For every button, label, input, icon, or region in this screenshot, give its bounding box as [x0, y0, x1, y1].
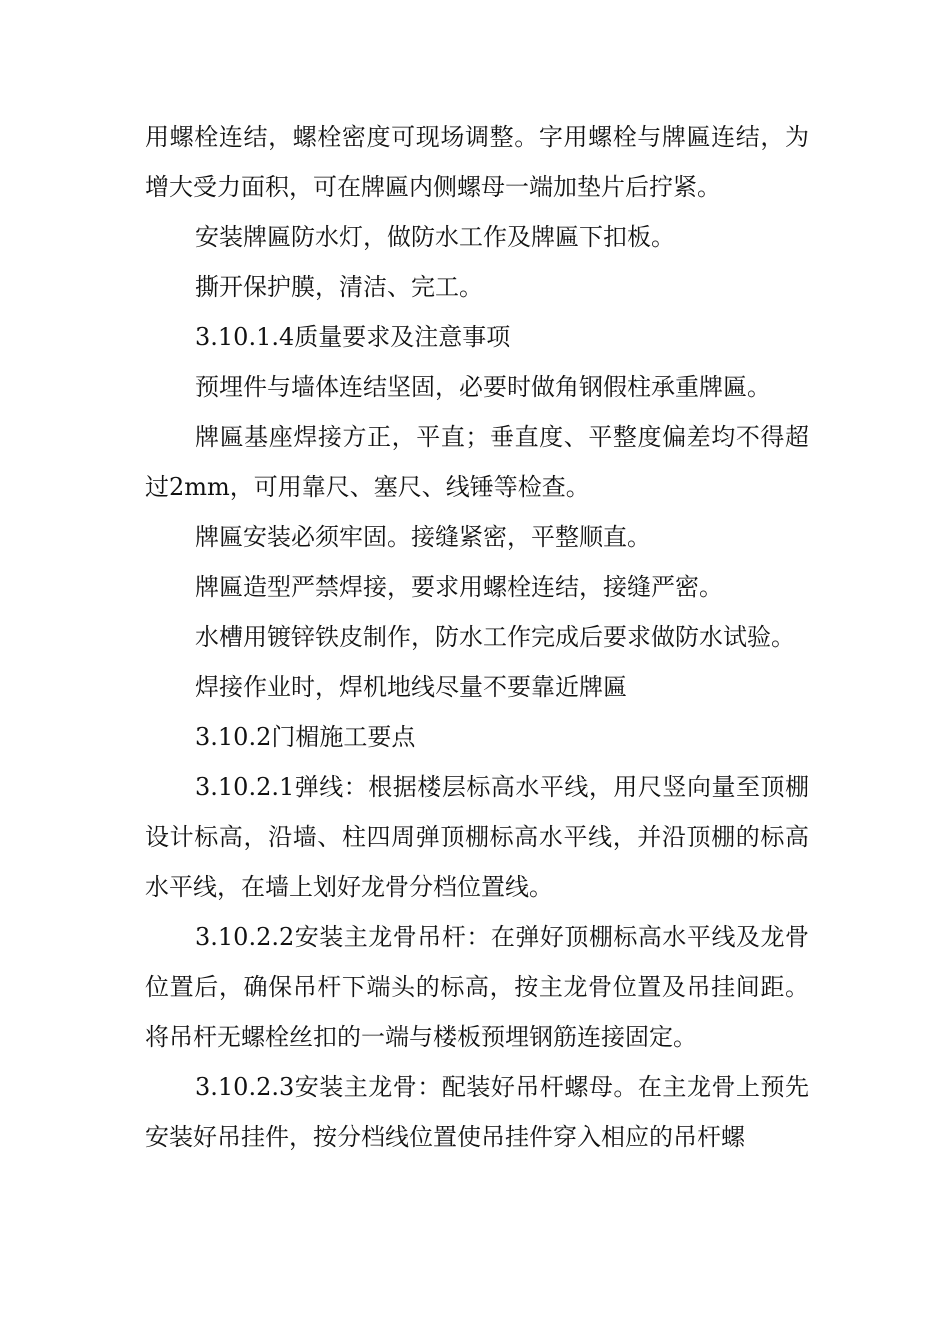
paragraph-1: 用螺栓连结，螺栓密度可现场调整。字用螺栓与牌匾连结，为增大受力面积，可在牌匾内侧螺母一端加垫片后拧紧。 [145, 123, 809, 201]
section-heading-3-10-1-4: 3.10.1.4质量要求及注意事项 [195, 323, 511, 351]
paragraph-2: 安装牌匾防水灯，做防水工作及牌匾下扣板。 [195, 223, 675, 251]
paragraph-5: 预埋件与墙体连结坚固，必要时做角钢假柱承重牌匾。 [195, 373, 771, 401]
document-body [145, 112, 809, 1162]
paragraph-10: 焊接作业时，焊机地线尽量不要靠近牌匾 [195, 673, 627, 701]
paragraph-7: 牌匾安装必须牢固。接缝紧密，平整顺直。 [195, 523, 651, 551]
section-heading-3-10-2: 3.10.2门楣施工要点 [195, 723, 416, 751]
paragraph-8: 牌匾造型严禁焊接，要求用螺栓连结，接缝严密。 [195, 573, 723, 601]
paragraph-3: 撕开保护膜，清洁、完工。 [195, 273, 483, 301]
paragraph-12: 3.10.2.1弹线：根据楼层标高水平线，用尺竖向量至顶棚设计标高，沿墙、柱四周弹顶棚标高水平线，并沿顶棚的标高水平线，在墙上划好龙骨分档位置线。 [145, 773, 809, 901]
paragraph-13: 3.10.2.2安装主龙骨吊杆：在弹好顶棚标高水平线及龙骨位置后，确保吊杆下端头的标高，按主龙骨位置及吊挂间距。将吊杆无螺栓丝扣的一端与楼板预埋钢筋连接固定。 [145, 923, 809, 1051]
paragraph-9: 水槽用镀锌铁皮制作，防水工作完成后要求做防水试验。 [195, 623, 795, 651]
paragraph-14: 3.10.2.3安装主龙骨：配装好吊杆螺母。在主龙骨上预先安装好吊挂件，按分档线位置使吊挂件穿入相应的吊杆螺 [145, 1073, 809, 1151]
paragraph-6: 牌匾基座焊接方正，平直；垂直度、平整度偏差均不得超过2mm，可用靠尺、塞尺、线锤等检查。 [145, 423, 809, 501]
